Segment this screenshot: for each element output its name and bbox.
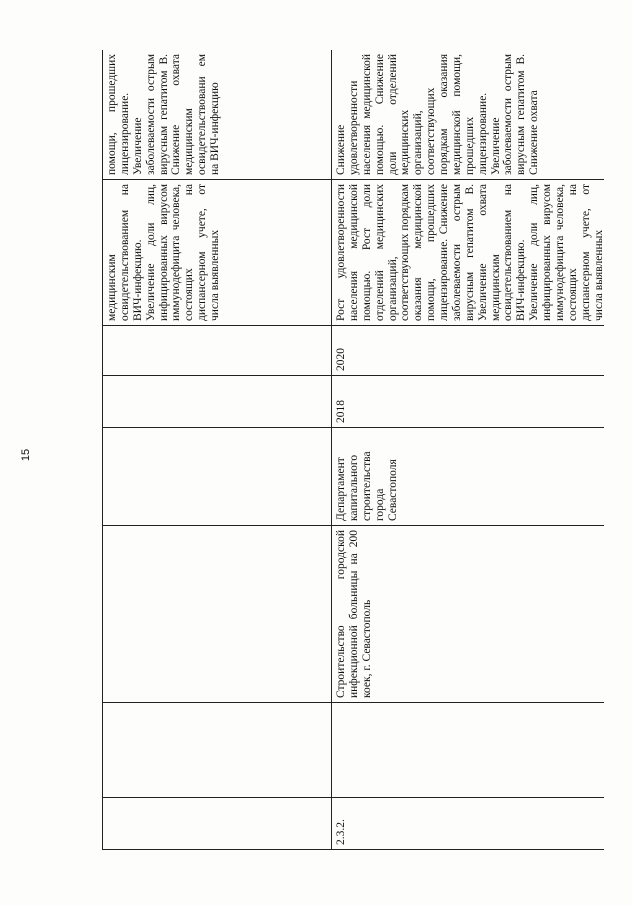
- table-row: [332, 50, 605, 850]
- expected-result-cell: медицинским освидетельствованием на ВИЧ-инфекцию. Увеличение доли лиц, инфицированных вирусом иммунодефицита человека, состоящих на диспансерном учете, от числа выявленных: [103, 180, 332, 326]
- rotated-landscape-page: [102, 50, 604, 850]
- executor-cell: Департамент капитального строительства города Севастополя: [332, 428, 605, 526]
- end-year-cell: 2020: [332, 326, 605, 376]
- executor-cell: [103, 428, 332, 526]
- consequences-cell: помощи, прошедших лицензирование. Увеличение заболеваемости острым вирусным гепатитом В. Снижение охвата медицинским освидетельствовани ем на ВИЧ-инфекцию: [103, 50, 332, 180]
- row-number-cell: 2.3.2.: [332, 798, 605, 850]
- end-year-cell: [103, 326, 332, 376]
- start-year-cell: [103, 376, 332, 428]
- table-row: [103, 50, 332, 850]
- program-cell: [103, 703, 332, 798]
- expected-result-cell: Рост удовлетворенности населения медицинской помощью. Рост доли отделений медицинских организаций, соответствующих порядкам оказания медицинской помощи, прошедших лицензирование. Снижение заболеваемости острым вирусным гепатитом В. Увеличение охвата медицинским освидетельствованием на ВИЧ-инфекцию. Увеличение доли лиц, инфицированных вирусом иммунодефицита человека, состоящих на диспансерном учете, от числа выявленных: [332, 180, 605, 326]
- consequences-cell: Снижение удовлетворенности населения медицинской помощью. Снижение доли отделений медицинских организаций, соответствующих порядкам оказания медицинской помощи, прошедших лицензирование. Увеличение заболеваемости острым вирусным гепатитом В. Снижение охвата: [332, 50, 605, 180]
- measure-name-cell: [103, 526, 332, 703]
- start-year-cell: 2018: [332, 376, 605, 428]
- measures-table: [102, 50, 604, 850]
- row-number-cell: [103, 798, 332, 850]
- measure-name-cell: Строительство городской инфекционной больницы на 200 коек, г. Севастополь: [332, 526, 605, 703]
- document-table-frame: [102, 50, 604, 850]
- page-number: 15: [20, 448, 32, 462]
- program-cell: [332, 703, 605, 798]
